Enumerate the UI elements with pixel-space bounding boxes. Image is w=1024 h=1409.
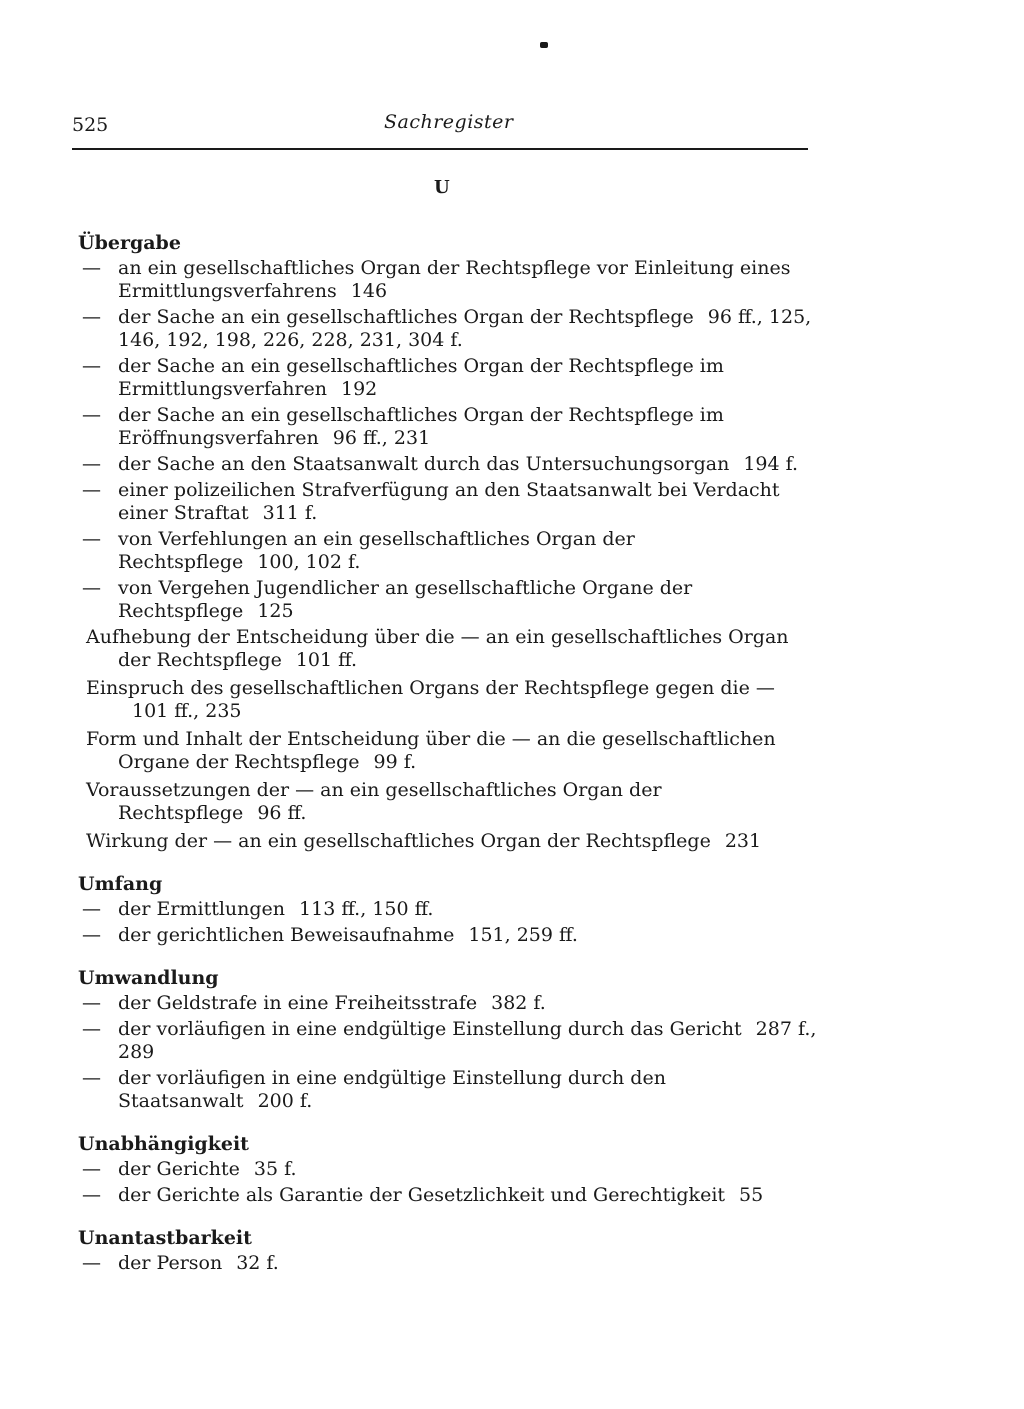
sub-entry bbox=[78, 528, 818, 574]
page-reference: 99 f. bbox=[373, 751, 417, 773]
sub-entry-text: der Ermittlungen bbox=[118, 898, 286, 920]
sub-entry-dash: — bbox=[82, 528, 101, 550]
page-reference: 96 ff. bbox=[257, 802, 307, 824]
header-rule bbox=[72, 148, 808, 150]
sub-entry-text: der Geldstrafe in eine Freiheitsstrafe bbox=[118, 992, 478, 1014]
page-reference: 146 bbox=[350, 280, 388, 302]
sub-entry-text: der gerichtlichen Beweisaufnahme bbox=[118, 924, 455, 946]
entry-heading: Umfang bbox=[78, 873, 163, 895]
sub-entry-dash: — bbox=[82, 453, 101, 475]
index-entry bbox=[78, 967, 818, 1113]
page-reference: 101 ff. bbox=[295, 649, 358, 671]
cross-entry bbox=[78, 626, 818, 672]
page-reference: 35 f. bbox=[253, 1158, 297, 1180]
sub-entry-text: von Verfehlungen an ein gesellschaftliches Organ der Rechtspflege bbox=[118, 528, 635, 573]
cross-entry bbox=[78, 830, 818, 853]
sub-entry bbox=[78, 306, 818, 352]
sub-entry bbox=[78, 898, 818, 921]
sub-entry bbox=[78, 1067, 818, 1113]
sub-entry bbox=[78, 1158, 818, 1181]
sub-entry-dash: — bbox=[82, 992, 101, 1014]
page-reference: 96 ff., 125, 146, 192, 198, 226, 228, 231, 304 f. bbox=[118, 306, 812, 351]
cross-entry bbox=[78, 728, 818, 774]
page-reference: 382 f. bbox=[491, 992, 546, 1014]
sub-entry-dash: — bbox=[82, 1252, 101, 1274]
sub-entry-text: der Sache an ein gesellschaftliches Organ der Rechtspflege im Eröffnungsverfahren bbox=[118, 404, 724, 449]
page-reference: 231 bbox=[724, 830, 762, 852]
page-reference: 200 f. bbox=[257, 1090, 313, 1112]
sub-entry bbox=[78, 257, 818, 303]
sub-entry-dash: — bbox=[82, 257, 101, 279]
cross-entry bbox=[78, 677, 818, 723]
sub-entry bbox=[78, 992, 818, 1015]
sub-entry-dash: — bbox=[82, 306, 101, 328]
page-reference: 192 bbox=[341, 378, 378, 400]
cross-entry bbox=[78, 779, 818, 825]
entry-heading: Umwandlung bbox=[78, 967, 219, 989]
sub-entry-text: der vorläufigen in eine endgültige Einstellung durch den Staatsanwalt bbox=[118, 1067, 666, 1112]
sub-entry-text: der Gerichte bbox=[118, 1158, 240, 1180]
sub-entry-dash: — bbox=[82, 1018, 101, 1040]
page-reference: 96 ff., 231 bbox=[332, 427, 431, 449]
index-entry bbox=[78, 1227, 818, 1275]
cross-entry-text: Aufhebung der Entscheidung über die — an ein gesellschaftliches Organ der Rechtspflege bbox=[86, 626, 789, 671]
sub-entry-text: an ein gesellschaftliches Organ der Rechtspflege vor Einleitung eines Ermittlungsverfahrens bbox=[118, 257, 791, 302]
sub-entry bbox=[78, 924, 818, 947]
cross-entry-text: Form und Inhalt der Entscheidung über die — an die gesellschaftlichen Organe der Rechtspflege bbox=[86, 728, 776, 773]
sub-entry-dash: — bbox=[82, 355, 101, 377]
cross-entry-text: Einspruch des gesellschaftlichen Organs der Rechtspflege gegen die — bbox=[86, 677, 775, 699]
sub-entry-dash: — bbox=[82, 898, 101, 920]
page-reference: 55 bbox=[739, 1184, 764, 1206]
sub-entry-dash: — bbox=[82, 404, 101, 426]
index-entry bbox=[78, 232, 818, 853]
ink-speck bbox=[540, 42, 548, 48]
index-entry bbox=[78, 1133, 818, 1207]
sub-entry bbox=[78, 577, 818, 623]
sub-entry bbox=[78, 404, 818, 450]
sub-entry-text: der Gerichte als Garantie der Gesetzlichkeit und Gerechtigkeit bbox=[118, 1184, 726, 1206]
sub-entry bbox=[78, 479, 818, 525]
sub-entry bbox=[78, 1252, 818, 1275]
sub-entry-text: einer polizeilichen Strafverfügung an den Staatsanwalt bei Verdacht einer Straftat bbox=[118, 479, 780, 524]
page-reference: 151, 259 ff. bbox=[468, 924, 578, 946]
sub-entry bbox=[78, 453, 818, 476]
sub-entry bbox=[78, 1018, 818, 1064]
sub-entry-dash: — bbox=[82, 1158, 101, 1180]
sub-entry-text: der Person bbox=[118, 1252, 223, 1274]
entry-heading: Übergabe bbox=[78, 232, 181, 254]
page-reference: 125 bbox=[257, 600, 294, 622]
page-reference: 101 ff., 235 bbox=[132, 700, 242, 722]
page-reference: 113 ff., 150 ff. bbox=[299, 898, 434, 920]
sub-entry-dash: — bbox=[82, 577, 101, 599]
page-reference: 287 f., 289 bbox=[118, 1018, 817, 1063]
page-reference: 311 f. bbox=[262, 502, 318, 524]
index-entry bbox=[78, 873, 818, 947]
sub-entry-dash: — bbox=[82, 1067, 101, 1089]
running-title: Sachregister bbox=[384, 111, 514, 133]
sub-entry-text: von Vergehen Jugendlicher an gesellschaftliche Organe der Rechtspflege bbox=[118, 577, 693, 622]
section-letter: U bbox=[434, 177, 450, 198]
entry-heading: Unabhängigkeit bbox=[78, 1133, 249, 1155]
sub-entry-text: der vorläufigen in eine endgültige Einstellung durch das Gericht bbox=[118, 1018, 742, 1040]
page-number: 525 bbox=[72, 114, 109, 136]
page-reference: 100, 102 f. bbox=[257, 551, 361, 573]
sub-entry-dash: — bbox=[82, 1184, 101, 1206]
cross-entry-text: Wirkung der — an ein gesellschaftliches Organ der Rechtspflege bbox=[86, 830, 711, 852]
sub-entry-text: der Sache an ein gesellschaftliches Organ der Rechtspflege im Ermittlungsverfahren bbox=[118, 355, 724, 400]
sub-entry-dash: — bbox=[82, 924, 101, 946]
page-reference: 194 f. bbox=[743, 453, 799, 475]
entry-heading: Unantastbarkeit bbox=[78, 1227, 252, 1249]
sub-entry bbox=[78, 355, 818, 401]
sub-entry-dash: — bbox=[82, 479, 101, 501]
sub-entry-text: der Sache an den Staatsanwalt durch das Untersuchungsorgan bbox=[118, 453, 730, 475]
sub-entry-text: der Sache an ein gesellschaftliches Organ der Rechtspflege bbox=[118, 306, 694, 328]
page-reference: 32 f. bbox=[236, 1252, 279, 1274]
sub-entry bbox=[78, 1184, 818, 1207]
cross-entry-text: Voraussetzungen der — an ein gesellschaftliches Organ der Rechtspflege bbox=[86, 779, 662, 824]
index-content bbox=[78, 232, 818, 1295]
